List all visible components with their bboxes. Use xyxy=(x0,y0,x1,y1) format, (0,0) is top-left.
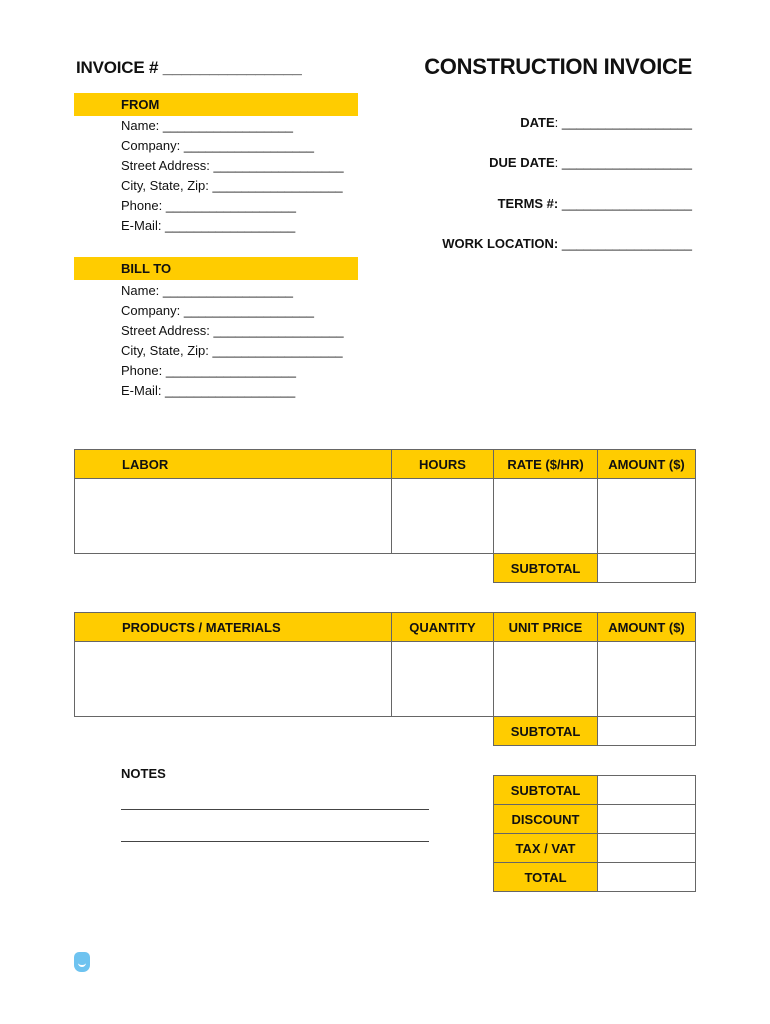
work-location-line: __________________ xyxy=(558,236,692,251)
materials-subtotal-row xyxy=(75,717,696,746)
labor-entry-row xyxy=(75,479,696,554)
labor-subtotal-row xyxy=(75,554,696,583)
totals-tax-label: TAX / VAT xyxy=(494,834,598,863)
bill-to-heading: BILL TO xyxy=(121,261,172,276)
totals-table xyxy=(493,775,696,892)
rate-column-header: RATE ($/HR) xyxy=(494,450,598,479)
labor-subtotal-label: SUBTOTAL xyxy=(494,554,598,583)
unit-price-column-header: UNIT PRICE xyxy=(494,613,598,642)
from-street-field[interactable]: Street Address: __________________ xyxy=(121,158,344,173)
labor-amount-column-header: AMOUNT ($) xyxy=(598,450,696,479)
from-name-field[interactable]: Name: __________________ xyxy=(121,118,294,133)
quantity-column-header: QUANTITY xyxy=(392,613,494,642)
due-date-label: DUE DATE xyxy=(489,155,555,170)
bill-to-email-field[interactable]: E-Mail: __________________ xyxy=(121,383,296,398)
labor-column-header: LABOR xyxy=(75,450,392,479)
bill-to-name-field[interactable]: Name: __________________ xyxy=(121,283,294,298)
materials-description-cell[interactable] xyxy=(75,642,392,717)
bill-to-phone-field[interactable]: Phone: __________________ xyxy=(121,363,296,378)
from-section-header xyxy=(74,93,358,116)
from-address-block xyxy=(121,116,344,236)
totals-total-label: TOTAL xyxy=(494,863,598,892)
totals-total-row xyxy=(494,863,696,892)
labor-table xyxy=(74,449,696,583)
bill-to-city-field[interactable]: City, State, Zip: __________________ xyxy=(121,343,343,358)
due-date-line: : __________________ xyxy=(554,155,692,170)
totals-discount-row xyxy=(494,805,696,834)
totals-tax-cell[interactable] xyxy=(598,834,696,863)
from-phone-field[interactable]: Phone: __________________ xyxy=(121,198,296,213)
date-field[interactable] xyxy=(520,115,692,130)
materials-amount-cell[interactable] xyxy=(598,642,696,717)
labor-rate-cell[interactable] xyxy=(494,479,598,554)
materials-table xyxy=(74,612,696,746)
totals-discount-label: DISCOUNT xyxy=(494,805,598,834)
brand-logo-icon xyxy=(74,952,90,972)
bill-to-address-block xyxy=(121,281,344,401)
totals-subtotal-row xyxy=(494,776,696,805)
labor-description-cell[interactable] xyxy=(75,479,392,554)
materials-header-row xyxy=(75,613,696,642)
totals-tax-row xyxy=(494,834,696,863)
labor-amount-cell[interactable] xyxy=(598,479,696,554)
date-line: : __________________ xyxy=(554,115,692,130)
notes-line-2[interactable] xyxy=(121,841,429,842)
materials-unit-price-cell[interactable] xyxy=(494,642,598,717)
terms-line: __________________ xyxy=(558,196,692,211)
bill-to-street-field[interactable]: Street Address: __________________ xyxy=(121,323,344,338)
labor-subtotal-cell[interactable] xyxy=(598,554,696,583)
from-email-field[interactable]: E-Mail: __________________ xyxy=(121,218,296,233)
terms-field[interactable] xyxy=(498,196,692,211)
labor-header-row xyxy=(75,450,696,479)
document-title: CONSTRUCTION INVOICE xyxy=(424,54,692,79)
totals-discount-cell[interactable] xyxy=(598,805,696,834)
date-label: DATE xyxy=(520,115,555,130)
bill-to-section-header xyxy=(74,257,358,280)
terms-label: TERMS #: xyxy=(497,196,559,211)
from-company-field[interactable]: Company: __________________ xyxy=(121,138,315,153)
notes-label: NOTES xyxy=(121,766,166,781)
notes-line-1[interactable] xyxy=(121,809,429,810)
materials-quantity-cell[interactable] xyxy=(392,642,494,717)
hours-column-header: HOURS xyxy=(392,450,494,479)
materials-column-header: PRODUCTS / MATERIALS xyxy=(75,613,392,642)
from-heading: FROM xyxy=(121,97,160,112)
totals-total-cell[interactable] xyxy=(598,863,696,892)
from-city-field[interactable]: City, State, Zip: __________________ xyxy=(121,178,343,193)
invoice-number-label: INVOICE # _______________ xyxy=(76,58,302,77)
materials-subtotal-cell[interactable] xyxy=(598,717,696,746)
totals-subtotal-cell[interactable] xyxy=(598,776,696,805)
due-date-field[interactable] xyxy=(489,155,692,170)
materials-entry-row xyxy=(75,642,696,717)
totals-subtotal-label: SUBTOTAL xyxy=(494,776,598,805)
materials-subtotal-label: SUBTOTAL xyxy=(494,717,598,746)
work-location-label: WORK LOCATION: xyxy=(442,236,559,251)
materials-amount-column-header: AMOUNT ($) xyxy=(598,613,696,642)
bill-to-company-field[interactable]: Company: __________________ xyxy=(121,303,315,318)
labor-hours-cell[interactable] xyxy=(392,479,494,554)
work-location-field[interactable] xyxy=(442,236,692,251)
